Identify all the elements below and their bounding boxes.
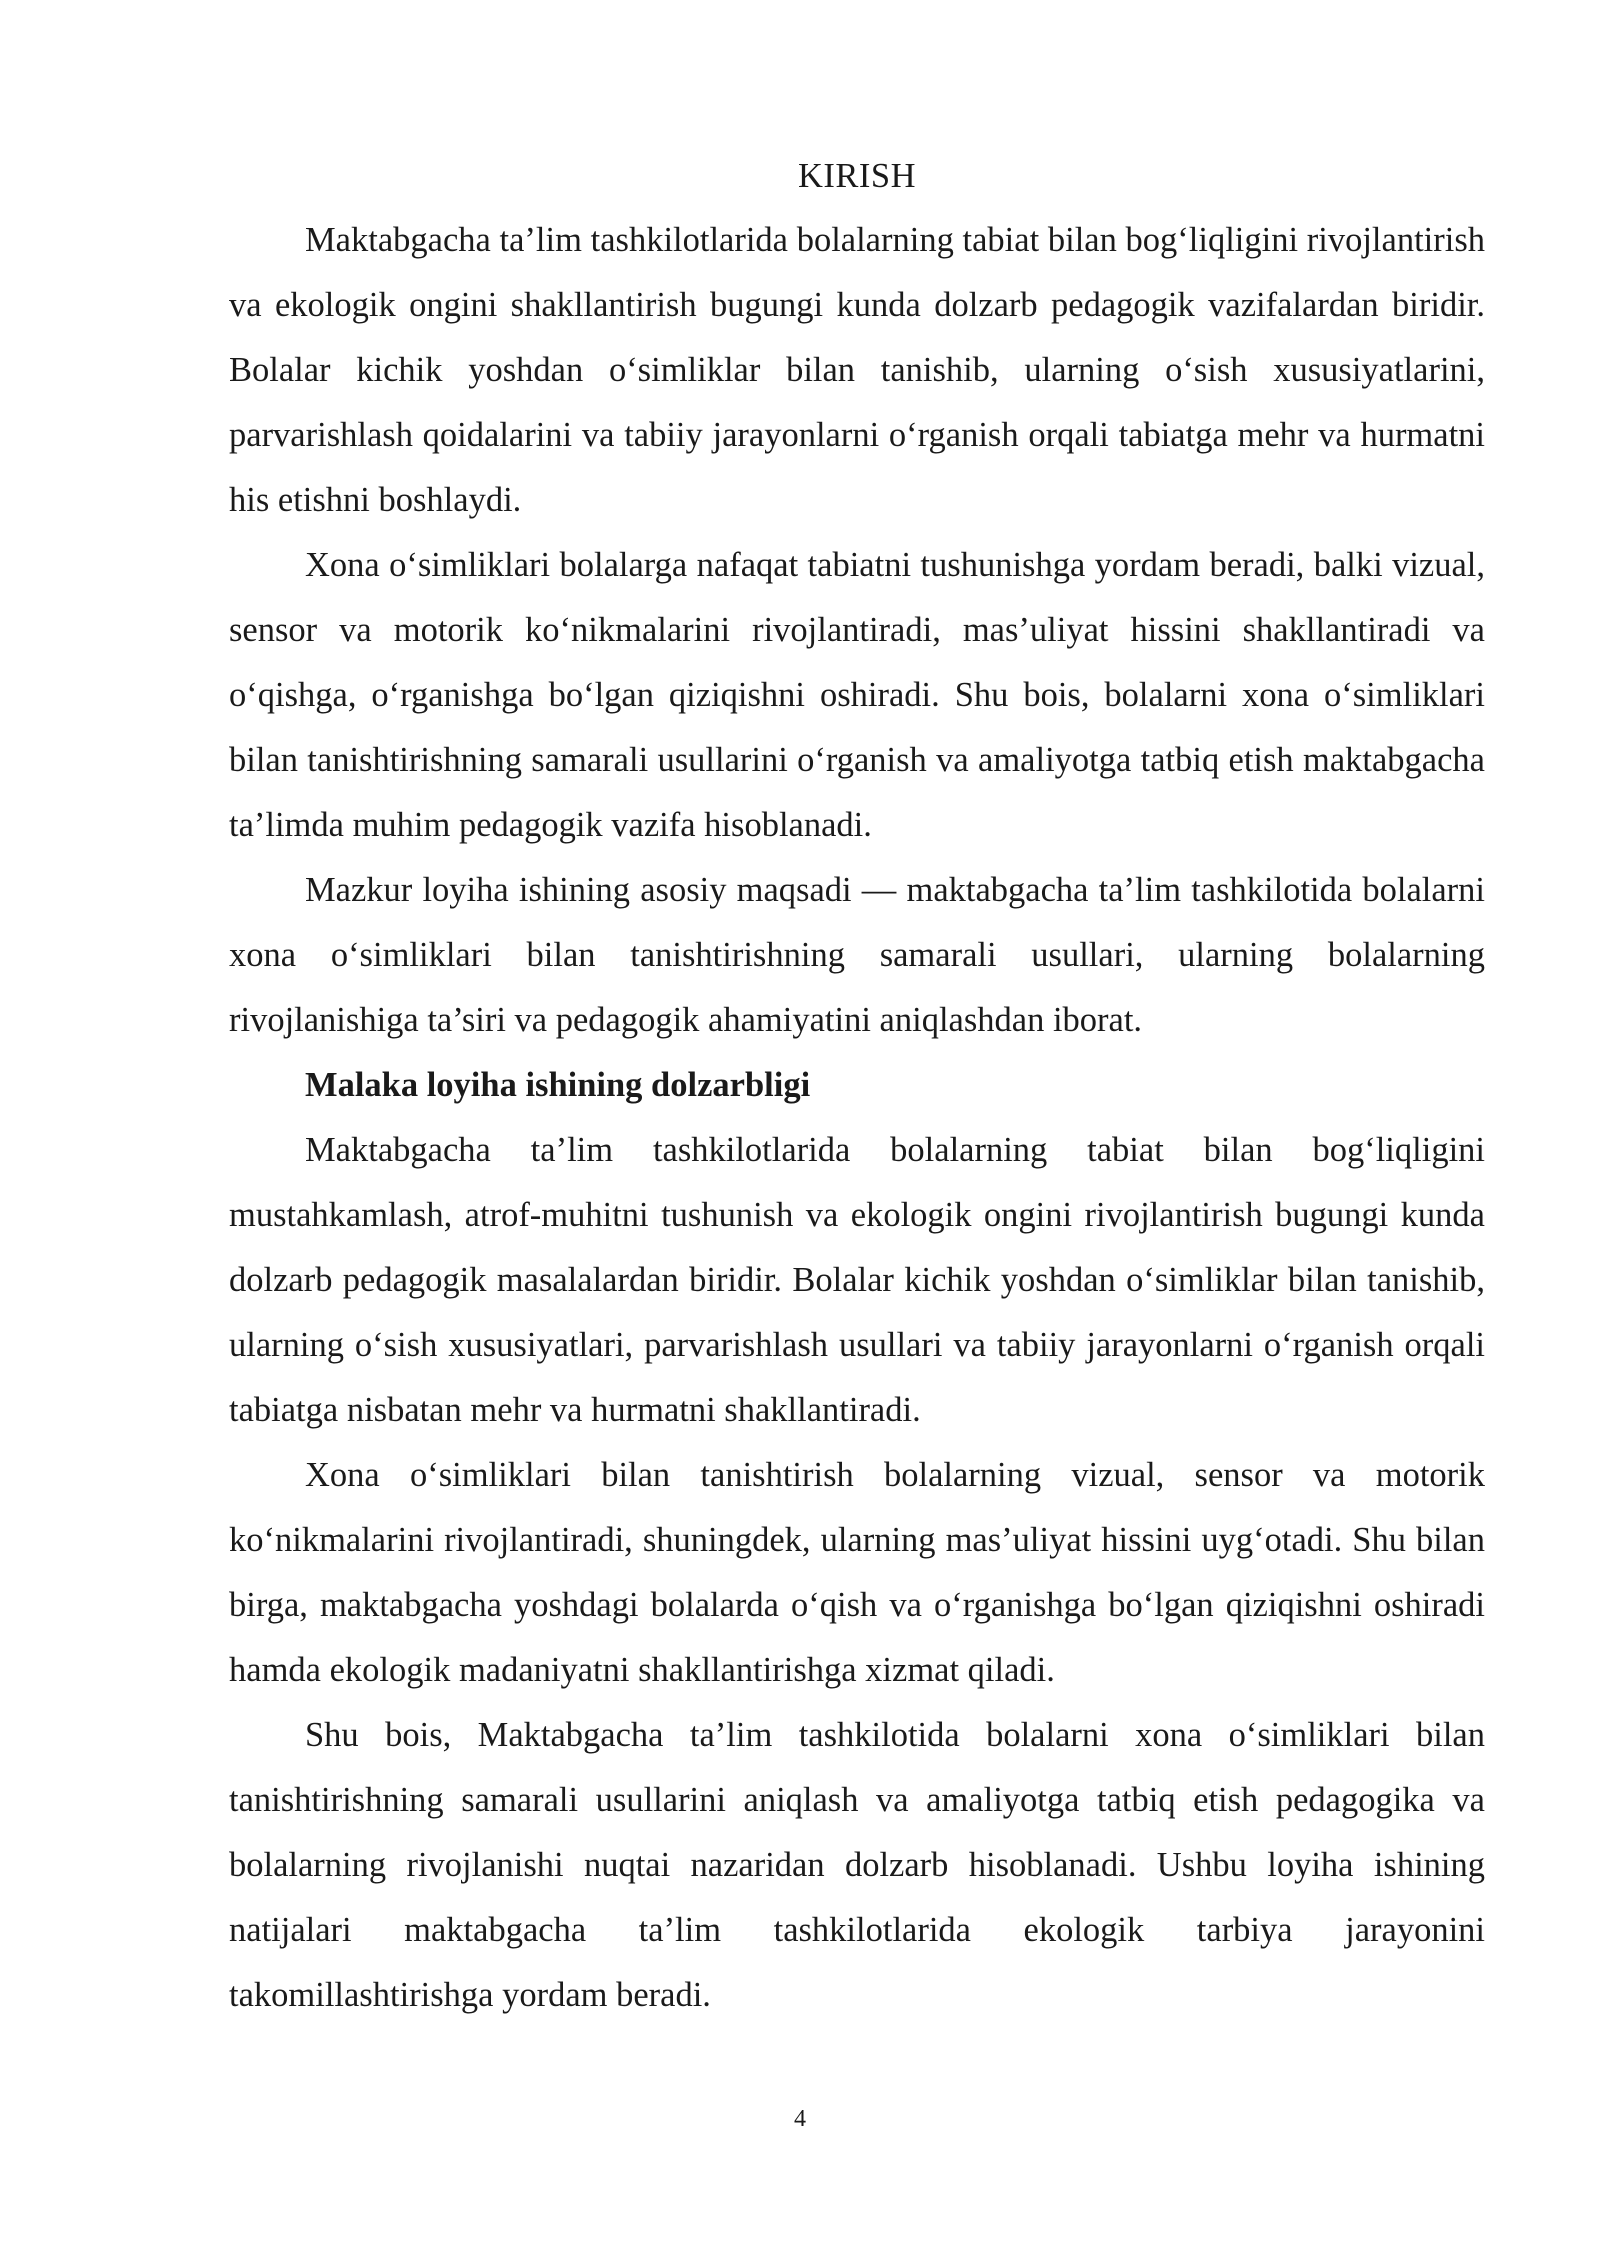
page-number: 4 (794, 2106, 806, 2132)
paragraph-relevance-3: Shu bois, Maktabgacha ta’lim tashkilotida bolalarni xona o‘simliklari bilan tanishtirishning samarali usullarini aniqlash va amaliyotga tatbiq etish pedagogika va bolalarning rivojlanishi nuqtai nazaridan dolzarb hisoblanadi. Ushbu loyiha ishining natijalari maktabgacha ta’lim tashkilotlarida ekologik tarbiya jarayonini takomillashtirishga yordam beradi. (229, 1716, 1485, 2014)
paragraph-intro-3: Mazkur loyiha ishining asosiy maqsadi — maktabgacha ta’lim tashkilotida bolalarni xona o‘simliklari bilan tanishtirishning samarali usullari, ularning bolalarning rivojlanishiga ta’siri va pedagogik ahamiyatini aniqlashdan iborat. (229, 871, 1485, 1039)
paragraph-intro-2: Xona o‘simliklari bolalarga nafaqat tabiatni tushunishga yordam beradi, balki vizual, sensor va motorik ko‘nikmalarini rivojlantiradi, mas’uliyat hissini shakllantiradi va o‘qishga, o‘rganishga bo‘lgan qiziqishni oshiradi. Shu bois, bolalarni xona o‘simliklari bilan tanishtirishning samarali usullarini o‘rganish va amaliyotga tatbiq etish maktabgacha ta’limda muhim pedagogik vazifa hisoblanadi. (229, 546, 1485, 844)
section-heading: Malaka loyiha ishining dolzarbligi (305, 1066, 811, 1104)
paragraph-intro-1: Maktabgacha ta’lim tashkilotlarida bolalarning tabiat bilan bog‘liqligini rivojlantirish va ekologik ongini shakllantirish bugungi kunda dolzarb pedagogik vazifalardan biridir. Bolalar kichik yoshdan o‘simliklar bilan tanishib, ularning o‘sish xususiyatlarini, parvarishlash qoidalarini va tabiiy jarayonlarni o‘rganish orqali tabiatga mehr va hurmatni his etishni boshlaydi. (229, 221, 1485, 519)
paragraph-relevance-1: Maktabgacha ta’lim tashkilotlarida bolalarning tabiat bilan bog‘liqligini mustahkamlash, atrof-muhitni tushunish va ekologik ongini rivojlantirish bugungi kunda dolzarb pedagogik masalalardan biridir. Bolalar kichik yoshdan o‘simliklar bilan tanishib, ularning o‘sish xususiyatlari, parvarishlash usullari va tabiiy jarayonlarni o‘rganish orqali tabiatga nisbatan mehr va hurmatni shakllantiradi. (229, 1131, 1485, 1429)
page-content (229, 148, 1485, 2028)
page-title: KIRISH (797, 157, 916, 195)
paragraph-relevance-2: Xona o‘simliklari bilan tanishtirish bolalarning vizual, sensor va motorik ko‘nikmalarini rivojlantiradi, shuningdek, ularning mas’uliyat hissini uyg‘otadi. Shu bilan birga, maktabgacha yoshdagi bolalarda o‘qish va o‘rganishga bo‘lgan qiziqishni oshiradi hamda ekologik madaniyatni shakllantirishga xizmat qiladi. (229, 1456, 1485, 1689)
